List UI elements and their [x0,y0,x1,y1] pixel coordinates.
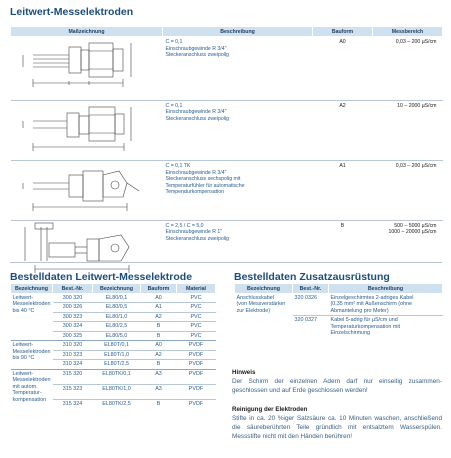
range-cell: 10 – 2000 µS/cm [373,100,443,161]
column-header: Bezeichnung [11,284,53,294]
table-row: 300 325 EL80/5,0 B PVC [11,331,216,340]
table-row [11,100,443,161]
description-line: C = 0,1 TK [165,163,191,169]
table-row: Leitwert- Messelektroden mit autom. Temperatur- kompensation 315 320 EL80TK/0,1 A3 PVDF [11,369,216,384]
order-title-electrodes: Bestelldaten Leitwert-Messelektrode [10,271,193,283]
description-line: Einschraubgewinde R 3/4" [165,109,227,115]
column-header: Beschreibung [329,284,443,294]
description-line: Steckeranschluss sechspolig mit [165,176,241,182]
hint-text: Der Schirm der einzelnen Adern darf nur einseitig zusammen-geschlossen und auf Erde geschlossen werden! [232,378,442,394]
description-cell [163,161,313,221]
table-header-row [11,284,216,294]
table-header-row [235,284,443,294]
description-line: Temperaturkompensation [165,189,225,195]
drawing-a2 [11,100,163,161]
table-row: Anschlusskabel (von Messverstärker zur Elektrode) 320 0326 Einzelgeschirmtes 2-adriges Kabel (0,35 mm² mit Außenschirm (ohne Abmantelung pro Meter) [235,294,443,316]
electrode-spec-table [10,26,443,279]
description-line: Steckeranschluss zweipolig [165,52,229,58]
table-row: Leitwert- Messelektroden bis 40 °C 300 320 EL80/0,1 A0 PVC [11,294,216,303]
range-line: 1000 – 20000 µS/cm [388,229,437,235]
bauform-cell: B [313,220,373,279]
group-description: Leitwert- Messelektroden mit autom. Temperatur- kompensation [11,369,53,414]
drawing-a1 [11,161,163,221]
table-row: 300 326 EL80/0,5 A1 PVC [11,303,216,312]
table-row: 300 324 EL80/2,5 B PVC [11,322,216,331]
table-header-row [11,27,443,37]
column-header: Bezeichnung [235,284,293,294]
table-row: 310 323 EL80T/1,0 A2 PVDF [11,350,216,359]
section-title-electrodes: Leitwert-Messelektroden [10,6,134,18]
group-description: Anschlusskabel (von Messverstärker zur Elektrode) [235,294,293,338]
order-table-electrodes [10,283,216,414]
dimension-drawing-icon [11,221,163,277]
column-header: Bezeichnung [93,284,141,294]
column-header-range: Messbereich [373,27,443,37]
description-line: Einschraubgewinde R 3/4" [165,169,227,176]
order-title-accessories: Bestelldaten Zusatzausrüstung [234,271,390,283]
table-row: 315 324 EL80TK/2,5 B PVDF [11,399,216,414]
table-row [11,161,443,221]
order-table-accessories [234,283,443,338]
description-cell [163,37,313,101]
description-cell [163,100,313,161]
column-header-bauform: Bauform [313,27,373,37]
column-header: Best.-Nr. [53,284,93,294]
description-line: Einschraubgewinde R 1" [165,229,223,235]
description-line: C = 0,1 [165,39,183,45]
range-cell: 0,03 – 200 µS/cm [373,37,443,101]
bauform-cell: A0 [313,37,373,101]
table-row: 300 323 EL80/1,0 A2 PVC [11,312,216,321]
bauform-cell: A2 [313,100,373,161]
description-line: Einschraubgewinde R 3/4" [165,45,227,52]
dimension-drawing-icon [11,37,163,97]
cleaning-text: Stifte in ca. 20 %iger Salzsäure ca. 10 Minuten waschen, anschließend die säureberührten Teile gründlich mit entsalztem Wasserspülen. Messstifte nicht mit den Händen berühren! [232,415,442,440]
description-line: Temperaturfühler für automatische [165,182,245,189]
column-header: Best.-Nr. [293,284,329,294]
table-row: 315 323 EL80TK/1,0 A3 PVDF [11,384,216,399]
range-cell: 0,03 – 200 µS/cm [373,161,443,221]
section-divider [10,262,442,263]
hint-title: Hinweis [232,369,256,376]
table-row: 320 0327 Kabel 5-adrig für µS/cm und Temperaturkompensation mit Einzelschirmung [235,316,443,338]
description-line: C = 2,5 / C = 5,0 [165,222,204,229]
group-description: Leitwert- Messelektroden bis 40 °C [11,294,53,341]
description-line: Steckeranschluss zweipolig [165,115,229,122]
dimension-drawing-icon [11,161,163,217]
drawing-a0 [11,37,163,101]
description-line: C = 0,1 [165,102,183,109]
group-description: Leitwert- Messelektroden bis 90 °C [11,341,53,369]
bauform-cell: A1 [313,161,373,221]
column-header: Bauform [141,284,177,294]
column-header-description: Beschreibung [163,27,313,37]
column-header: Material [177,284,216,294]
range-line: 500 – 5000 µS/cm [394,222,437,229]
description-line: Steckeranschluss zweipolig [165,235,229,242]
cleaning-title: Reinigung der Elektroden [232,406,308,413]
table-row: Leitwert- Messelektroden bis 90 °C 310 320 EL80T/0,1 A0 PVDF [11,341,216,350]
dimension-drawing-icon [11,101,163,158]
table-row: 310 324 EL80T/2,5 B PVDF [11,360,216,369]
column-header-drawing: Maßzeichnung [11,27,163,37]
table-row [11,37,443,101]
